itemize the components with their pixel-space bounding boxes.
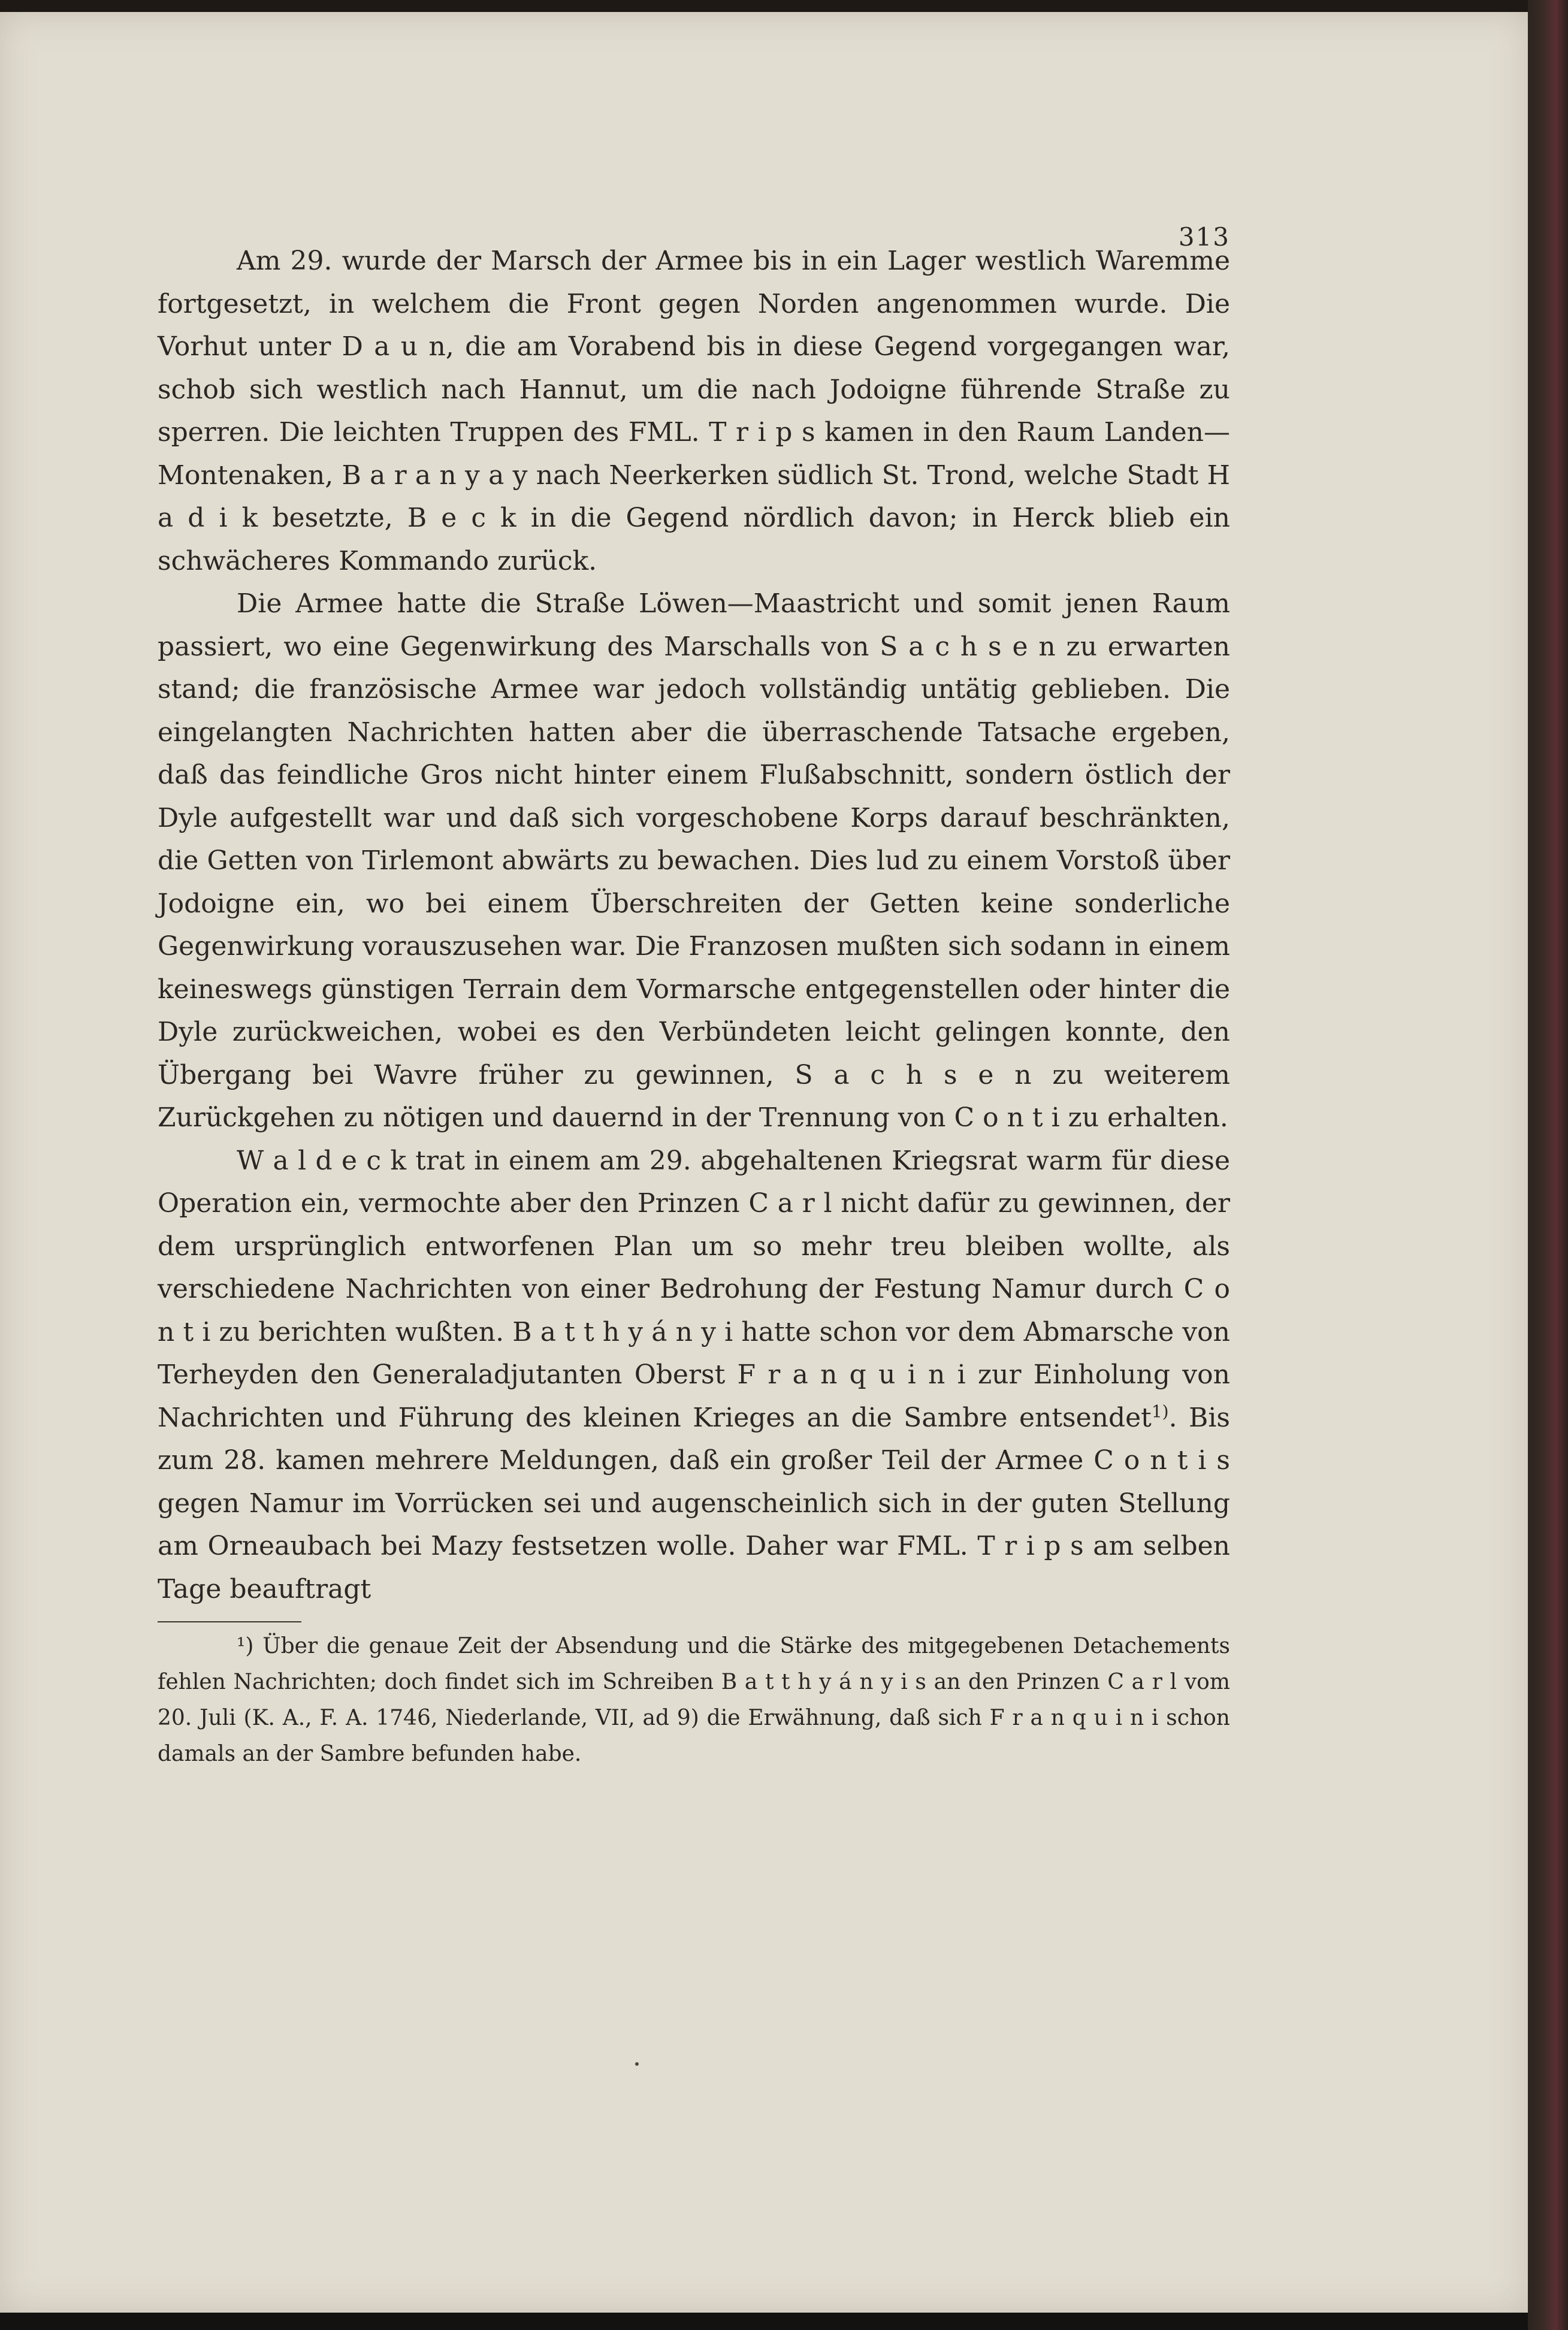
paragraph-2: Die Armee hatte die Straße Löwen—Maastricht und somit jenen Raum passiert, wo eine Gegenwirkung des Marschalls von S a c h s e n zu erwarten stand; die französische Armee war jedoch vollständig untätig geblieben. Die eingelangten Nachrichten hatten aber die überraschende Tatsache ergeben, daß das feindliche Gros nicht hinter einem Flußabschnitt, sondern östlich der Dyle aufgestellt war und daß sich vorgeschobene Korps darauf beschränkten, die Getten von Tirlemont abwärts zu bewachen. Dies lud zu einem Vorstoß über Jodoigne ein, wo bei einem Überschreiten der Getten keine sonderliche Gegenwirkung vorauszusehen war. Die Franzosen mußten sich sodann in einem keineswegs günstigen Terrain dem Vormarsche entgegenstellen oder hinter die Dyle zurückweichen, wobei es den Verbündeten leicht gelingen konnte, den Übergang bei Wavre früher zu gewinnen, S a c h s e n zu weiterem Zurückgehen zu nötigen und dauernd in der Trennung von C o n t i zu erhalten. xyxy=(158,588,1230,1133)
footnote: ¹) Über die genaue Zeit der Absendung und die Stärke des mitgegebenen Detachements fehlen Nachrichten; doch findet sich im Schreiben B a t t h y á n y i s an den Prinzen C a r l vom 20. Juli (K. A., F. A. 1746, Niederlande, VII, ad 9) die Erwähnung, daß sich F r a n q u i n i schon damals an der Sambre befunden habe. xyxy=(158,1634,1230,1766)
paragraph-3-continuation: . Bis zum 28. kamen mehrere Meldungen, daß ein großer Teil der Armee C o n t i s gegen Namur im Vorrücken sei und augenscheinlich sich in der guten Stellung am Orneaubach bei Mazy festsetzen wolle. Daher war FML. T r i p s am selben Tage beauftragt xyxy=(158,1402,1230,1604)
paragraph-3-text: W a l d e c k trat in einem am 29. abgehaltenen Kriegsrat warm für diese Operation ein, vermochte aber den Prinzen C a r l nicht dafür zu gewinnen, der dem ursprünglich entworfenen Plan um so mehr treu bleiben wollte, als verschiedene Nachrichten von einer Bedrohung der Festung Namur durch C o n t i zu berichten wußten. B a t t h y á n y i hatte schon vor dem Abmarsche von Terheyden den Generaladjutanten Oberst F r a n q u i n i zur Einholung von Nachrichten und Führung des kleinen Krieges an die Sambre entsendet xyxy=(158,1145,1230,1433)
footnote-divider xyxy=(158,1621,301,1622)
paragraph-3 xyxy=(158,1140,1230,1611)
page-text xyxy=(158,222,1230,1772)
scan-top-border xyxy=(0,0,1568,12)
book-spine-edge xyxy=(1528,0,1568,2330)
ink-speck xyxy=(635,2062,639,2066)
page-number: 313 xyxy=(1178,222,1230,252)
footnote-reference: 1) xyxy=(1151,1401,1169,1421)
paragraph-1: Am 29. wurde der Marsch der Armee bis in ein Lager westlich Waremme fortgesetzt, in welchem die Front gegen Norden angenommen wurde. Die Vorhut unter D a u n, die am Vorabend bis in diese Gegend vorgegangen war, schob sich westlich nach Hannut, um die nach Jodoigne führende Straße zu sperren. Die leichten Truppen des FML. T r i p s kamen in den Raum Landen—Montenaken, B a r a n y a y nach Neerkerken südlich St. Trond, welche Stadt H a d i k besetzte, B e c k in die Gegend nördlich davon; in Herck blieb ein schwächeres Kommando zurück. xyxy=(158,246,1230,576)
